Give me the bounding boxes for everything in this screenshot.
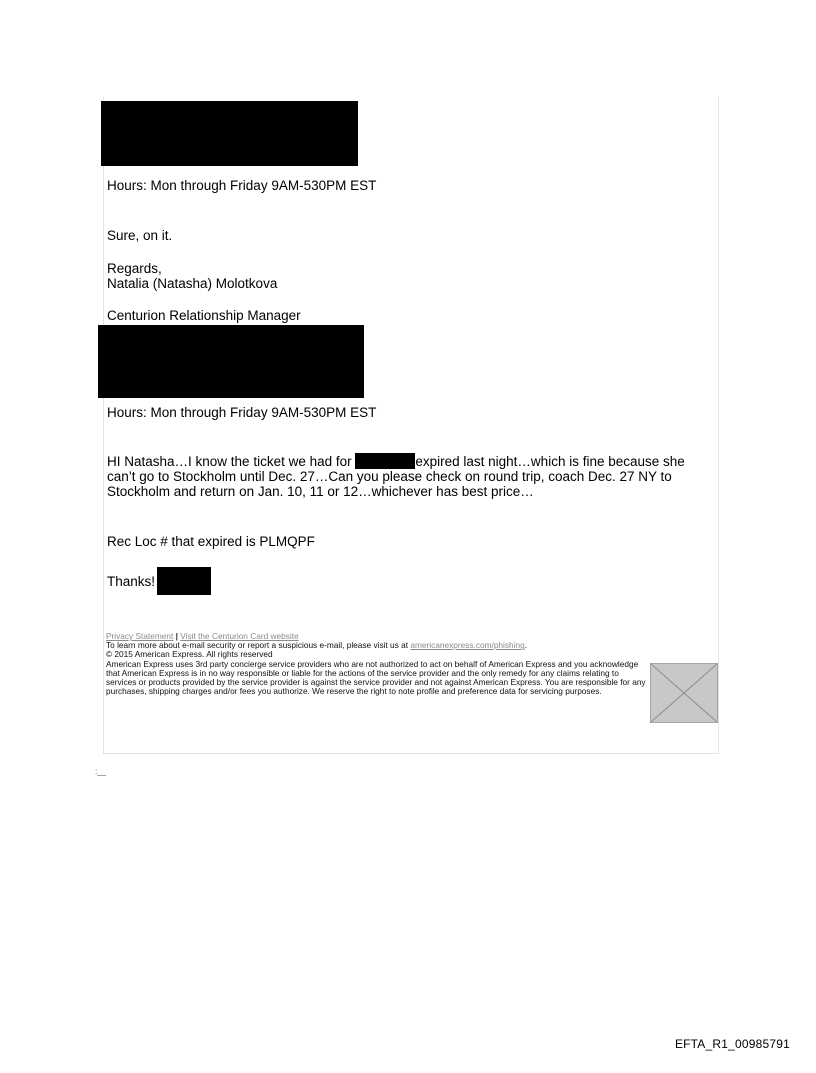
broken-image-icon: [650, 663, 718, 723]
learn-more-suffix: .: [524, 640, 528, 651]
stray-mark: :__: [95, 767, 107, 776]
regards-text: Regards,: [107, 261, 162, 276]
quoted-message-part2: expired last night…which is fine because she can’t go to Stockholm until Dec. 27…Can you please check on round trip, coach Dec. 27 NY to Stockholm and return on Jan. 10, 11 or 12…whichever has best price…: [107, 454, 685, 499]
hours-line-2: Hours: Mon through Friday 9AM-530PM EST: [107, 405, 377, 420]
footer-copyright: © 2015 American Express. All rights reserved: [106, 649, 273, 660]
broken-image-cross: [651, 664, 717, 722]
redaction-inline-name: [355, 453, 415, 469]
quoted-message: [107, 453, 707, 499]
reply-text: Sure, on it.: [107, 228, 173, 243]
footer-disclaimer: American Express uses 3rd party concierge service providers who are not authorized to act on behalf of American Express and you acknowledge that American Express is in no way responsible or liable for the actions of the service provider and the only remedy for any claims relating to services or products provided by the service provider is against the service provider and not against American Express. You are responsible for any purchases, shipping charges and/or fees you authorize. We reserve the right to note profile and preference data for servicing purposes.: [106, 658, 646, 697]
rec-loc-text: Rec Loc # that expired is PLMQPF: [107, 534, 315, 549]
thanks-line: [107, 567, 211, 595]
thanks-text: Thanks!: [107, 574, 156, 589]
phishing-link[interactable]: americanexpress.com/phishing: [410, 640, 525, 651]
quoted-message-part1: HI Natasha…I know the ticket we had for: [107, 454, 356, 469]
sender-name: Natalia (Natasha) Molotkova: [107, 276, 278, 291]
learn-more-prefix: To learn more about e-mail security or report a suspicious e-mail, please visit us at: [106, 640, 411, 651]
document-id: EFTA_R1_00985791: [674, 1037, 790, 1051]
hours-line-1: Hours: Mon through Friday 9AM-530PM EST: [107, 178, 377, 193]
redaction-block-signature-1: [101, 101, 358, 166]
redaction-block-signature-2: [98, 325, 364, 398]
redaction-thanks-name: [157, 567, 211, 595]
privacy-statement-link[interactable]: Privacy Statement: [106, 631, 174, 641]
footer-separator: |: [175, 631, 178, 641]
centurion-card-link[interactable]: Visit the Centurion Card website: [180, 631, 299, 641]
email-footer: [106, 632, 651, 696]
sender-title: Centurion Relationship Manager: [107, 308, 301, 323]
